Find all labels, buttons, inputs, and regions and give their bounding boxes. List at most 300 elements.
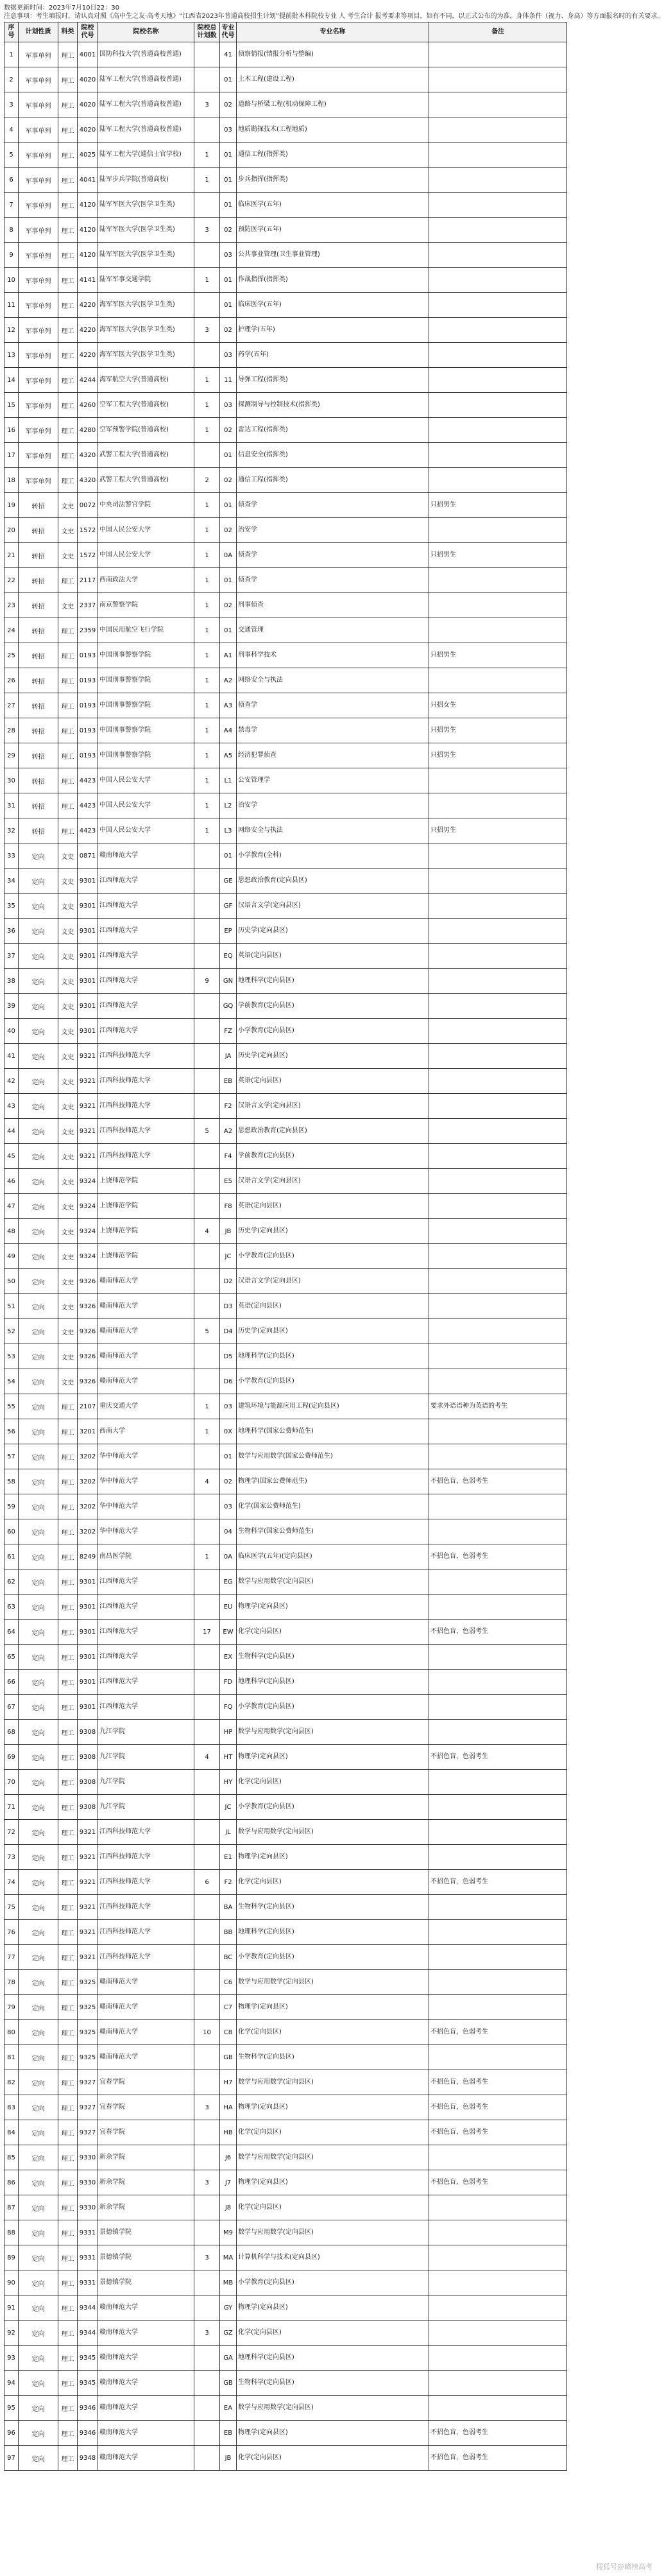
school-total-plan <box>194 67 220 92</box>
major-code: D4 <box>220 1319 237 1344</box>
major-code: M9 <box>220 2220 237 2245</box>
school-code: 4320 <box>78 468 98 493</box>
school-name: 江西师范大学 <box>98 969 194 994</box>
table-row <box>4 92 567 117</box>
school-total-plan: 1 <box>194 1544 220 1569</box>
major-code: 02 <box>220 218 237 243</box>
major-name: 作战指挥(指挥类) <box>237 268 429 293</box>
plan-type: 转招 <box>19 818 58 843</box>
school-code: 9321 <box>78 1094 98 1119</box>
major-code: MA <box>220 2245 237 2270</box>
table-row <box>4 368 567 393</box>
table-row <box>4 218 567 243</box>
major-code: F2 <box>220 1094 237 1119</box>
subject-category: 理工 <box>58 1795 78 1820</box>
school-code: 9324 <box>78 1219 98 1244</box>
row-number: 65 <box>4 1645 19 1670</box>
subject-category: 文史 <box>58 1369 78 1394</box>
school-name: 新余学院 <box>98 2195 194 2220</box>
row-number: 29 <box>4 743 19 768</box>
remark <box>429 1069 567 1094</box>
school-code: 9324 <box>78 1194 98 1219</box>
major-code: JL <box>220 1820 237 1845</box>
major-name: 汉语言文学(定向县区) <box>237 894 429 919</box>
school-name: 上饶师范学院 <box>98 1194 194 1219</box>
school-code: 9324 <box>78 1244 98 1269</box>
school-name: 景德镇学院 <box>98 2220 194 2245</box>
subject-category: 理工 <box>58 243 78 268</box>
major-code: 02 <box>220 1469 237 1494</box>
school-name: 空军工程大学(普通高校) <box>98 393 194 418</box>
col-header: 院校名称 <box>98 22 194 42</box>
school-code: 0193 <box>78 718 98 743</box>
subject-category: 文史 <box>58 1319 78 1344</box>
major-name: 药学(五年) <box>237 343 429 368</box>
row-number: 12 <box>4 318 19 343</box>
school-name: 华中师范大学 <box>98 1444 194 1469</box>
school-name: 江西师范大学 <box>98 1645 194 1670</box>
remark <box>429 518 567 543</box>
row-number: 77 <box>4 1945 19 1970</box>
table-row <box>4 919 567 944</box>
school-code: 9346 <box>78 2396 98 2421</box>
remark: 不招色盲，色弱考生 <box>429 2170 567 2195</box>
major-code: GB <box>220 2371 237 2396</box>
school-name: 西南政法大学 <box>98 568 194 593</box>
plan-type: 定向 <box>19 1995 58 2020</box>
remark <box>429 1119 567 1144</box>
subject-category: 理工 <box>58 368 78 393</box>
school-name: 江西科技师范大学 <box>98 1895 194 1920</box>
school-total-plan <box>194 193 220 218</box>
table-row <box>4 443 567 468</box>
major-name: 化学(定向县区) <box>237 2446 429 2471</box>
plan-type: 转招 <box>19 743 58 768</box>
school-total-plan <box>194 2346 220 2371</box>
table-row <box>4 1419 567 1444</box>
row-number: 6 <box>4 168 19 193</box>
major-name: 信息安全(指挥类) <box>237 443 429 468</box>
subject-category: 文史 <box>58 593 78 618</box>
school-total-plan: 4 <box>194 1745 220 1770</box>
plan-type: 定向 <box>19 1645 58 1670</box>
school-total-plan: 1 <box>194 1419 220 1444</box>
row-number: 48 <box>4 1219 19 1244</box>
school-name: 赣南师范大学 <box>98 1970 194 1995</box>
plan-type: 定向 <box>19 1620 58 1645</box>
school-code: 4244 <box>78 368 98 393</box>
school-code: 9301 <box>78 1670 98 1695</box>
major-code: 03 <box>220 343 237 368</box>
school-code: 9301 <box>78 869 98 894</box>
col-header: 院校代号 <box>78 22 98 42</box>
school-name: 陆军军医大学(医学卫生类) <box>98 193 194 218</box>
row-number: 10 <box>4 268 19 293</box>
school-total-plan <box>194 1269 220 1294</box>
table-row <box>4 2245 567 2270</box>
remark <box>429 1519 567 1544</box>
major-name: 物理学(定向县区) <box>237 1595 429 1620</box>
school-total-plan <box>194 1444 220 1469</box>
school-code: 2107 <box>78 1394 98 1419</box>
school-code: 9326 <box>78 1269 98 1294</box>
school-total-plan <box>194 843 220 869</box>
school-code: 3202 <box>78 1444 98 1469</box>
major-name: 化学(定向县区) <box>237 1620 429 1645</box>
row-number: 63 <box>4 1595 19 1620</box>
major-name: 学前教育(定向县区) <box>237 994 429 1019</box>
school-name: 赣南师范大学 <box>98 2371 194 2396</box>
row-number: 40 <box>4 1019 19 1044</box>
major-name: 小学教育(定向县区) <box>237 1695 429 1720</box>
plan-type: 军事单列 <box>19 42 58 67</box>
major-name: 临床医学(五年)(定向县区) <box>237 1544 429 1569</box>
subject-category: 文史 <box>58 543 78 568</box>
remark <box>429 393 567 418</box>
major-name: 导弹工程(指挥类) <box>237 368 429 393</box>
table-row <box>4 2446 567 2471</box>
major-code: GQ <box>220 994 237 1019</box>
major-name: 护理学(五年) <box>237 318 429 343</box>
major-name: 交通管理 <box>237 618 429 643</box>
remark <box>429 268 567 293</box>
school-total-plan: 3 <box>194 318 220 343</box>
subject-category: 理工 <box>58 418 78 443</box>
subject-category: 理工 <box>58 2070 78 2095</box>
major-name: 经济犯罪侦查 <box>237 743 429 768</box>
plan-type: 军事单列 <box>19 268 58 293</box>
major-name: 历史学(定向县区) <box>237 1319 429 1344</box>
major-code: JA <box>220 1044 237 1069</box>
remark <box>429 1169 567 1194</box>
plan-type: 军事单列 <box>19 218 58 243</box>
table-row <box>4 193 567 218</box>
remark <box>429 1845 567 1870</box>
table-row <box>4 2295 567 2321</box>
subject-category: 理工 <box>58 1569 78 1595</box>
subject-category: 文史 <box>58 869 78 894</box>
plan-type: 定向 <box>19 2020 58 2045</box>
major-name: 数学与应用数学(定向县区) <box>237 1720 429 1745</box>
school-name: 赣南师范大学 <box>98 2295 194 2321</box>
major-name: 物理学(定向县区) <box>237 2421 429 2446</box>
row-number: 14 <box>4 368 19 393</box>
school-code: 9326 <box>78 1369 98 1394</box>
school-name: 江西师范大学 <box>98 944 194 969</box>
school-name: 江西师范大学 <box>98 1670 194 1695</box>
major-name: 汉语言文学(定向县区) <box>237 1269 429 1294</box>
school-code: 9324 <box>78 1169 98 1194</box>
school-code: 0193 <box>78 643 98 668</box>
row-number: 82 <box>4 2070 19 2095</box>
col-header: 备注 <box>429 22 567 42</box>
school-total-plan: 1 <box>194 818 220 843</box>
remark <box>429 1945 567 1970</box>
major-code: GN <box>220 969 237 994</box>
row-number: 21 <box>4 543 19 568</box>
major-code: MB <box>220 2270 237 2295</box>
plan-type: 定向 <box>19 1695 58 1720</box>
row-number: 94 <box>4 2371 19 2396</box>
major-code: 0A <box>220 1544 237 1569</box>
row-number: 30 <box>4 768 19 793</box>
remark <box>429 1645 567 1670</box>
remark: 不招色盲，色弱考生 <box>429 1544 567 1569</box>
school-code: 4041 <box>78 168 98 193</box>
row-number: 66 <box>4 1670 19 1695</box>
subject-category: 文史 <box>58 994 78 1019</box>
plan-type: 军事单列 <box>19 243 58 268</box>
school-code: 9301 <box>78 1019 98 1044</box>
table-row <box>4 1119 567 1144</box>
major-name: 化学(定向县区) <box>237 2020 429 2045</box>
school-total-plan <box>194 117 220 143</box>
row-number: 69 <box>4 1745 19 1770</box>
school-name: 赣南师范大学 <box>98 2396 194 2421</box>
table-row <box>4 1094 567 1119</box>
school-code: 9301 <box>78 1595 98 1620</box>
remark <box>429 793 567 818</box>
row-number: 92 <box>4 2321 19 2346</box>
plan-type: 定向 <box>19 894 58 919</box>
school-name: 江西科技师范大学 <box>98 1094 194 1119</box>
school-total-plan: 3 <box>194 2095 220 2120</box>
school-total-plan <box>194 1795 220 1820</box>
table-row <box>4 393 567 418</box>
major-name: 小学教育(定向县区) <box>237 2270 429 2295</box>
major-code: 01 <box>220 143 237 168</box>
row-number: 1 <box>4 42 19 67</box>
table-row <box>4 1745 567 1770</box>
plan-type: 定向 <box>19 1920 58 1945</box>
school-code: 1572 <box>78 518 98 543</box>
remark <box>429 193 567 218</box>
school-name: 陆军军医大学(医学卫生类) <box>98 218 194 243</box>
school-total-plan <box>194 2045 220 2070</box>
major-name: 数学与应用数学(定向县区) <box>237 2070 429 2095</box>
remark <box>429 668 567 693</box>
remark: 不招色盲，色弱考生 <box>429 2446 567 2471</box>
school-total-plan <box>194 1144 220 1169</box>
row-number: 64 <box>4 1620 19 1645</box>
subject-category: 理工 <box>58 618 78 643</box>
school-code: 4220 <box>78 343 98 368</box>
major-name: 小学教育(定向县区) <box>237 1244 429 1269</box>
subject-category: 理工 <box>58 1494 78 1519</box>
remark <box>429 2396 567 2421</box>
school-name: 华中师范大学 <box>98 1469 194 1494</box>
col-header: 专业代号 <box>220 22 237 42</box>
school-name: 国防科技大学(普通高校普通) <box>98 42 194 67</box>
school-total-plan <box>194 2421 220 2446</box>
plan-type: 定向 <box>19 1069 58 1094</box>
major-code: EB <box>220 1069 237 1094</box>
school-total-plan <box>194 1169 220 1194</box>
row-number: 68 <box>4 1720 19 1745</box>
school-name: 赣南师范大学 <box>98 1319 194 1344</box>
major-code: A5 <box>220 743 237 768</box>
major-code: 11 <box>220 368 237 393</box>
plan-type: 定向 <box>19 1945 58 1970</box>
school-name: 重庆交通大学 <box>98 1394 194 1419</box>
row-number: 89 <box>4 2245 19 2270</box>
major-name: 公共事业管理(卫生事业管理) <box>237 243 429 268</box>
row-number: 73 <box>4 1845 19 1870</box>
table-row <box>4 1319 567 1344</box>
school-code: 9301 <box>78 919 98 944</box>
remark <box>429 1569 567 1595</box>
row-number: 56 <box>4 1419 19 1444</box>
plan-type: 定向 <box>19 1970 58 1995</box>
row-number: 4 <box>4 117 19 143</box>
school-total-plan: 1 <box>194 743 220 768</box>
remark <box>429 117 567 143</box>
subject-category: 理工 <box>58 1695 78 1720</box>
school-name: 江西师范大学 <box>98 869 194 894</box>
table-row <box>4 2045 567 2070</box>
table-row <box>4 418 567 443</box>
table-row <box>4 42 567 67</box>
remark <box>429 243 567 268</box>
major-name: 地理科学(国家公费师范生) <box>237 1419 429 1444</box>
school-code: 3201 <box>78 1419 98 1444</box>
school-code: 9301 <box>78 944 98 969</box>
school-total-plan: 9 <box>194 969 220 994</box>
school-name: 赣南师范大学 <box>98 2020 194 2045</box>
major-name: 通信工程(指挥类) <box>237 468 429 493</box>
major-code: 0A <box>220 543 237 568</box>
plan-type: 定向 <box>19 1019 58 1044</box>
remark <box>429 1670 567 1695</box>
row-number: 7 <box>4 193 19 218</box>
school-total-plan <box>194 1369 220 1394</box>
major-name: 生物科学(定向县区) <box>237 1645 429 1670</box>
major-name: 物理学(国家公费师范生) <box>237 1469 429 1494</box>
school-name: 华中师范大学 <box>98 1494 194 1519</box>
row-number: 62 <box>4 1569 19 1595</box>
major-name: 物理学(定向县区) <box>237 2295 429 2321</box>
major-code: HY <box>220 1770 237 1795</box>
school-name: 江西科技师范大学 <box>98 1945 194 1970</box>
plan-type: 定向 <box>19 2346 58 2371</box>
row-number: 71 <box>4 1795 19 1820</box>
major-code: JC <box>220 1795 237 1820</box>
plan-type: 定向 <box>19 994 58 1019</box>
subject-category: 理工 <box>58 2095 78 2120</box>
major-code: A1 <box>220 643 237 668</box>
remark <box>429 1795 567 1820</box>
row-number: 43 <box>4 1094 19 1119</box>
major-code: GZ <box>220 2321 237 2346</box>
row-number: 47 <box>4 1194 19 1219</box>
major-name: 英语(定向县区) <box>237 1294 429 1319</box>
school-name: 新余学院 <box>98 2170 194 2195</box>
remark <box>429 1820 567 1845</box>
plan-type: 定向 <box>19 2170 58 2195</box>
school-code: 9326 <box>78 1294 98 1319</box>
plan-type: 定向 <box>19 1319 58 1344</box>
school-total-plan: 4 <box>194 1219 220 1244</box>
school-code: 9325 <box>78 2045 98 2070</box>
table-row <box>4 168 567 193</box>
school-name: 中国人民公安大学 <box>98 768 194 793</box>
subject-category: 理工 <box>58 268 78 293</box>
major-name: 网络安全与执法 <box>237 668 429 693</box>
school-name: 海军航空大学(普通高校) <box>98 368 194 393</box>
col-header: 院校总计划数 <box>194 22 220 42</box>
major-code: 01 <box>220 67 237 92</box>
school-name: 景德镇学院 <box>98 2245 194 2270</box>
table-row <box>4 969 567 994</box>
school-total-plan <box>194 1995 220 2020</box>
row-number: 17 <box>4 443 19 468</box>
subject-category: 理工 <box>58 818 78 843</box>
major-name: 小学教育(全科) <box>237 843 429 869</box>
remark <box>429 1720 567 1745</box>
major-name: 小学教育(定向县区) <box>237 1945 429 1970</box>
school-code: 9330 <box>78 2145 98 2170</box>
subject-category: 理工 <box>58 2321 78 2346</box>
major-code: EA <box>220 2396 237 2421</box>
remark <box>429 894 567 919</box>
subject-category: 理工 <box>58 693 78 718</box>
school-code: 4220 <box>78 318 98 343</box>
table-row <box>4 1044 567 1069</box>
major-code: J7 <box>220 2170 237 2195</box>
subject-category: 理工 <box>58 1745 78 1770</box>
school-name: 上饶师范学院 <box>98 1244 194 1269</box>
table-row <box>4 1920 567 1945</box>
subject-category: 理工 <box>58 193 78 218</box>
school-code: 0193 <box>78 668 98 693</box>
row-number: 58 <box>4 1469 19 1494</box>
school-code: 0871 <box>78 843 98 869</box>
subject-category: 理工 <box>58 1845 78 1870</box>
row-number: 9 <box>4 243 19 268</box>
subject-category: 文史 <box>58 1294 78 1319</box>
major-code: A4 <box>220 718 237 743</box>
major-name: 土木工程(建设工程) <box>237 67 429 92</box>
table-row <box>4 643 567 668</box>
major-code: 01 <box>220 443 237 468</box>
remark <box>429 2145 567 2170</box>
subject-category: 理工 <box>58 2371 78 2396</box>
school-total-plan <box>194 1294 220 1319</box>
plan-type: 军事单列 <box>19 318 58 343</box>
school-code: 4423 <box>78 768 98 793</box>
row-number: 72 <box>4 1820 19 1845</box>
remark <box>429 1269 567 1294</box>
school-code: 4001 <box>78 42 98 67</box>
major-code: EB <box>220 2421 237 2446</box>
table-row <box>4 843 567 869</box>
school-name: 江西科技师范大学 <box>98 1870 194 1895</box>
major-code: J6 <box>220 2145 237 2170</box>
major-name: 数学与应用数学(定向县区) <box>237 2220 429 2245</box>
school-total-plan: 1 <box>194 418 220 443</box>
plan-type: 军事单列 <box>19 143 58 168</box>
subject-category: 文史 <box>58 1269 78 1294</box>
school-total-plan <box>194 1820 220 1845</box>
table-row <box>4 1019 567 1044</box>
plan-type: 定向 <box>19 1770 58 1795</box>
major-name: 刑事科学技术 <box>237 643 429 668</box>
school-code: 9325 <box>78 1995 98 2020</box>
subject-category: 理工 <box>58 318 78 343</box>
plan-type: 定向 <box>19 1845 58 1870</box>
subject-category: 文史 <box>58 944 78 969</box>
remark: 只招男生 <box>429 818 567 843</box>
